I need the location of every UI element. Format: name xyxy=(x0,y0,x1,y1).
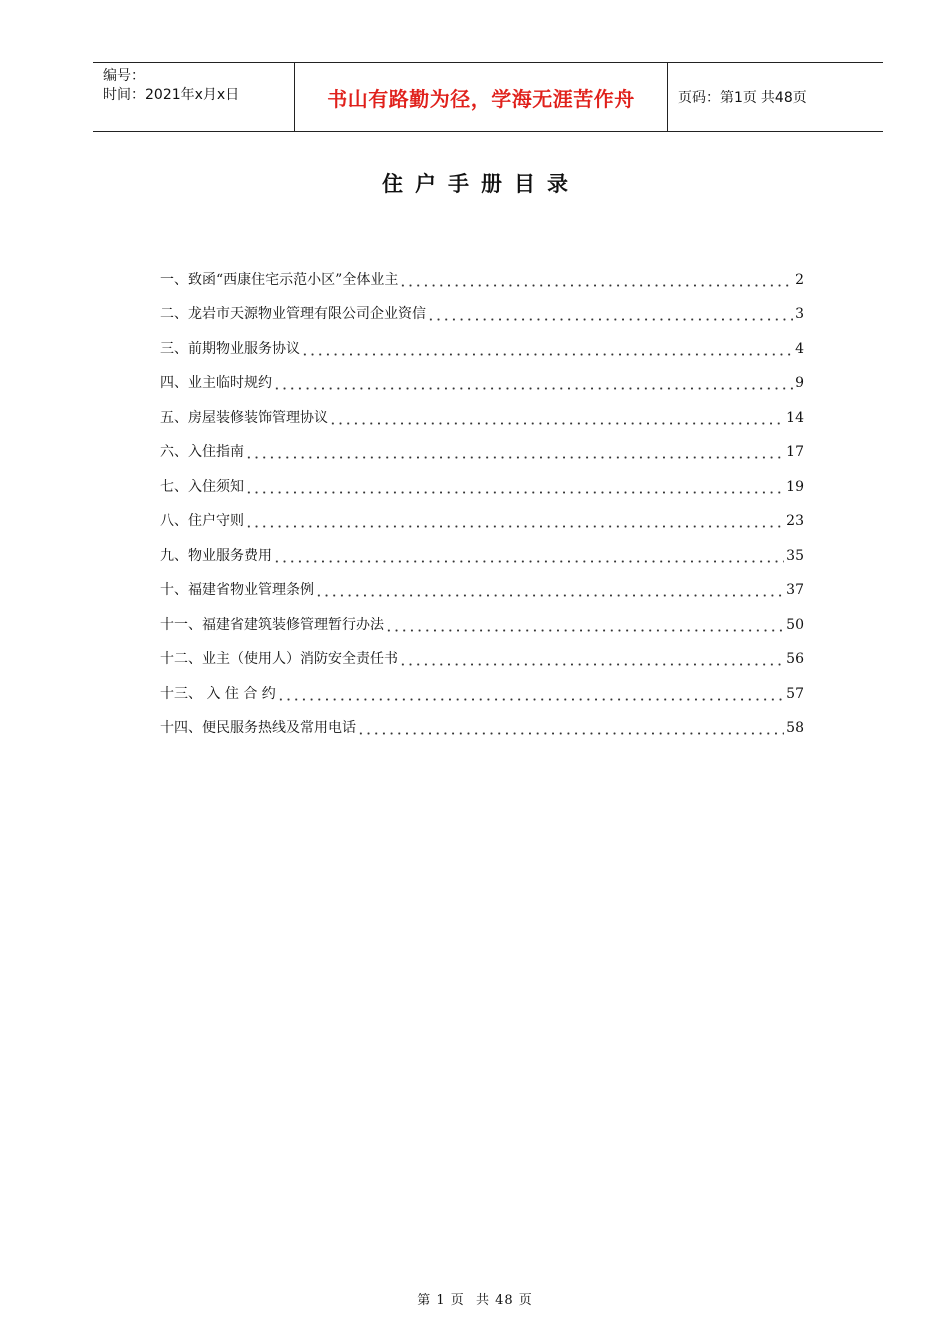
toc-entry-page-number: 50 xyxy=(786,616,804,633)
document-number-label: 编号： xyxy=(103,68,145,84)
header-page-cell xyxy=(668,63,883,131)
toc-entry-label: 五、房屋装修装饰管理协议 xyxy=(160,409,328,426)
toc-entry-label: 十四、便民服务热线及常用电话 xyxy=(160,720,356,736)
toc-entry-page-number: 9 xyxy=(795,375,804,391)
page-footer xyxy=(0,1289,950,1308)
toc-dot-leader xyxy=(301,336,793,356)
toc-entry[interactable] xyxy=(160,291,804,326)
toc-entry[interactable] xyxy=(160,636,804,671)
toc-entry-label: 二、龙岩市天源物业管理有限公司企业资信 xyxy=(160,306,426,322)
toc-entry[interactable] xyxy=(160,532,804,567)
toc-entry-label: 十二、业主（使用人）消防安全责任书 xyxy=(160,651,398,667)
header-motto: 书山有路勤为径，学海无涯苦作舟 xyxy=(327,86,635,111)
toc-entry-label: 九、物业服务费用 xyxy=(160,547,272,564)
toc-entry[interactable] xyxy=(160,705,804,740)
toc-entry-page-number: 23 xyxy=(786,513,804,529)
toc-entry-label: 十、福建省物业管理条例 xyxy=(160,582,314,598)
toc-entry-label: 三、前期物业服务协议 xyxy=(160,340,300,357)
document-title: 住户手册目录 xyxy=(382,172,580,196)
toc-dot-leader xyxy=(315,577,784,597)
header-meta-cell xyxy=(93,63,295,131)
toc-entry-page-number: 3 xyxy=(795,306,804,322)
toc-entry-page-number: 2 xyxy=(795,271,804,288)
header-total-pages: 共48页 xyxy=(760,90,807,106)
toc-entry-page-number: 57 xyxy=(786,685,804,702)
toc-entry-page-number: 58 xyxy=(786,720,804,736)
toc-entry[interactable] xyxy=(160,463,804,498)
toc-entry-label: 六、入住指南 xyxy=(160,444,244,460)
page-header xyxy=(93,62,883,132)
toc-dot-leader xyxy=(385,612,784,632)
toc-dot-leader xyxy=(245,474,784,494)
toc-entry-page-number: 35 xyxy=(786,547,804,564)
toc-entry-label: 七、入住须知 xyxy=(160,478,244,495)
toc-entry[interactable] xyxy=(160,360,804,395)
header-page-number: 页码：第1页 xyxy=(678,90,757,106)
toc-entry-label: 十三、 入 住 合 约 xyxy=(160,685,276,702)
header-motto-cell xyxy=(295,63,668,131)
toc-entry[interactable] xyxy=(160,394,804,429)
toc-entry-label: 八、住户守则 xyxy=(160,513,244,529)
toc-dot-leader xyxy=(277,681,784,701)
toc-dot-leader xyxy=(245,439,784,459)
toc-entry-page-number: 56 xyxy=(786,651,804,667)
toc-dot-leader xyxy=(399,267,793,287)
toc-entry-label: 四、业主临时规约 xyxy=(160,375,272,391)
toc-entry[interactable] xyxy=(160,601,804,636)
footer-page-number: 第 1 页 xyxy=(417,1293,465,1308)
toc-entry-page-number: 4 xyxy=(795,340,804,357)
toc-dot-leader xyxy=(273,543,784,563)
toc-entry[interactable] xyxy=(160,325,804,360)
toc-entry[interactable] xyxy=(160,498,804,533)
toc-entry-page-number: 19 xyxy=(786,478,804,495)
toc-dot-leader xyxy=(273,370,793,390)
toc-entry[interactable] xyxy=(160,670,804,705)
toc-entry[interactable] xyxy=(160,256,804,291)
toc-dot-leader xyxy=(245,508,784,528)
toc-entry-label: 十一、福建省建筑装修管理暂行办法 xyxy=(160,616,384,633)
toc-entry-page-number: 37 xyxy=(786,582,804,598)
table-of-contents xyxy=(160,256,804,739)
toc-dot-leader xyxy=(329,405,784,425)
toc-dot-leader xyxy=(399,646,784,666)
toc-dot-leader xyxy=(357,715,784,735)
toc-entry[interactable] xyxy=(160,567,804,602)
footer-total-pages: 共 48 页 xyxy=(475,1293,533,1308)
toc-entry-page-number: 14 xyxy=(786,409,804,426)
toc-entry[interactable] xyxy=(160,429,804,464)
toc-entry-label: 一、致函“西康住宅示范小区”全体业主 xyxy=(160,271,399,288)
document-date-label: 时间：2021年x月x日 xyxy=(103,87,240,103)
toc-entry-page-number: 17 xyxy=(786,444,804,460)
toc-dot-leader xyxy=(427,301,793,321)
